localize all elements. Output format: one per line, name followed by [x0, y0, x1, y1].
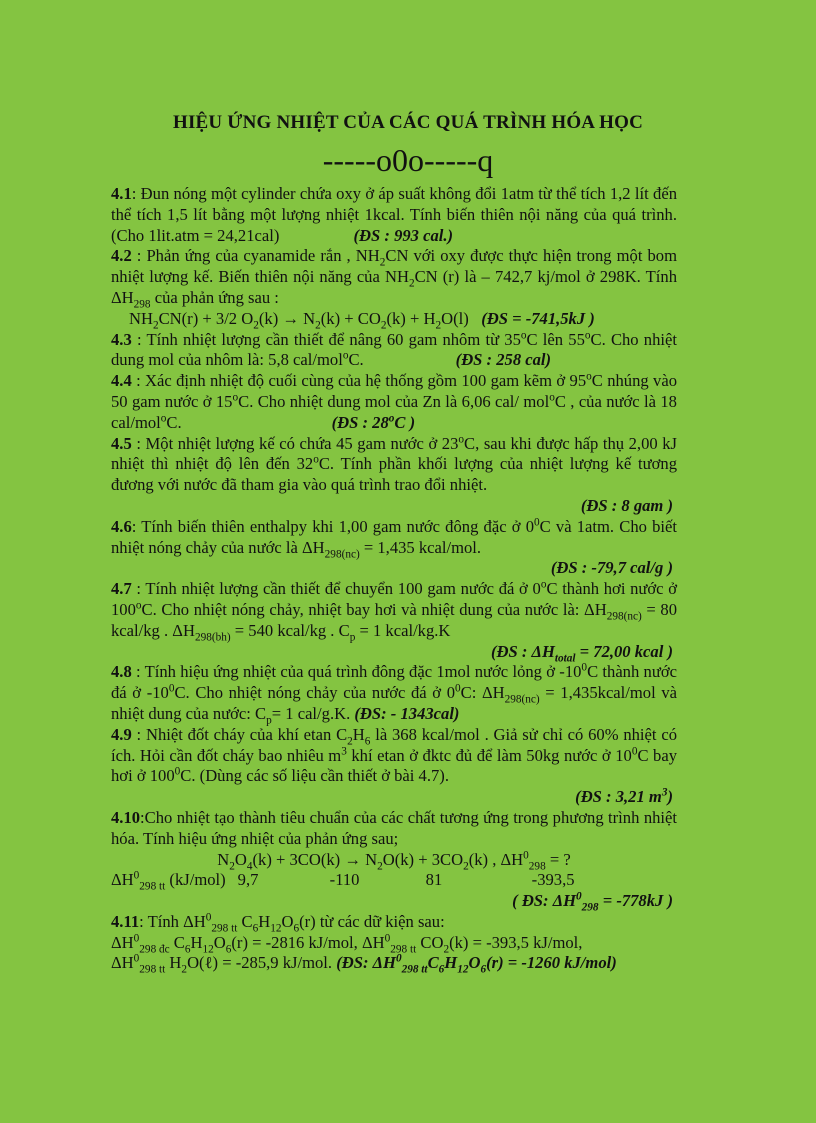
answer-line-4-10	[111, 891, 677, 912]
exercise-list	[111, 184, 677, 974]
value-co: -110	[329, 870, 360, 890]
answer: (ĐS : 993 cal.)	[353, 225, 454, 245]
exercise-number: 4.1	[111, 184, 132, 203]
exercise-4-3: 4.3 : Tính nhiệt lượng cần thiết để nâng 60 gam nhôm từ 35$^o$C lên 55$^o$C. Cho nhiệt dung mol của nhôm là: 5,8 cal/mol$^o$C. (ĐS : 258 cal)	[111, 329, 677, 370]
page-title: HIỆU ỨNG NHIỆT CỦA CÁC QUÁ TRÌNH HÓA HỌC	[172, 112, 644, 133]
answer: (ĐS : -79,7 cal/g )	[550, 558, 673, 578]
answer-line-4-9	[111, 787, 677, 808]
value-n2o: 81	[425, 870, 443, 890]
answer: (ĐS: $\Delta H^0_{298 tt}C_6H_{12}O_6(r) = -1260$ kJ/mol)	[336, 952, 617, 976]
answer: (ĐS : $\Delta H_{total} = 72,00$ kcal )	[490, 641, 673, 664]
exercise-4-4: 4.4 : Xác định nhiệt độ cuối cùng của hệ thống gồm 100 gam kẽm ở 95$^o$C nhúng vào 50 gam nước ở 15$^o$C. Cho nhiệt dung mol của Zn là 6,06 cal/ mol$^o$C , của nước là 18 cal/mol$^o$C. (ĐS : 28$^o$C )	[111, 370, 678, 432]
answer: (ĐS : 28$^o$C )	[331, 412, 416, 432]
answer: (ĐS : 258 cal)	[455, 350, 552, 370]
value-co2: -393,5	[531, 870, 575, 890]
exercise-number: 4.6	[111, 516, 132, 536]
exercise-number: 4.11	[111, 911, 140, 931]
exercise-4-2: 4.2 : Phản ứng của cyanamide rắn , $NH_2CN$ với oxy được thực hiện trong một bom nhiệt lượng kế. Biến thiên nội năng của $NH_2CN$ (r) là – 742,7 kj/mol ở 298K. Tính $\Delta H_{298}$ của phản ứng sau :	[111, 246, 677, 311]
exercise-4-11: 4.11: Tính $\Delta H^0_{298 tt}$ $C_6H_{12}O_6(r)$ từ các dữ kiện sau:	[111, 911, 445, 935]
data-line-4-11-a: $\Delta H^0_{298 đc}$ $C_6H_{12}O_6(r) = -2816$ kJ/mol, $\Delta H^0_{298 tt}$ $CO_2(k) = -393,5$ kJ/mol,	[111, 932, 583, 955]
exercise-4-8: 4.8 : Tính hiệu ứng nhiệt của quá trình đông đặc 1mol nước lỏng ở $-10^0C$ thành nước đá ở $-10^0C$. Cho nhiệt nóng chảy của nước đá ở $0^0C$: $\Delta H_{298(nc)}$ = 1,435kcal/mol và nhiệt dung của nước: $C_p= 1$ cal/g.K. (ĐS: - 1343cal)	[111, 661, 678, 727]
exercise-4-6: 4.6: Tính biến thiên enthalpy khi 1,00 gam nước đông đặc ở $0^0C$ và 1atm. Cho biết nhiệt nóng chảy của nước là $\Delta H_{298(nc)} = 1,435$ kcal/mol.	[111, 516, 677, 560]
answer: (ĐS = -741,5kJ )	[481, 308, 595, 328]
answer-line-4-5	[111, 496, 677, 517]
exercise-number: 4.9	[111, 724, 132, 744]
exercise-number: 4.7	[111, 579, 132, 599]
exercise-number: 4.2	[111, 246, 132, 266]
exercise-number: 4.8	[111, 662, 132, 682]
equation-4-10: $N_2O_4(k) + 3CO(k) \to N_2O(k) + 3CO_2(k)$ , $\Delta H^0_{298}$ = ?	[217, 848, 571, 872]
title-divider: -----o0o-----q	[322, 142, 494, 178]
enthalpy-values-row: $\Delta H^0_{298 tt}$ (kJ/mol) 9,7 -110 81 -393,5	[111, 869, 575, 893]
exercise-4-10: 4.10:Cho nhiệt tạo thành tiêu chuẩn của các chất tương ứng trong phương trình nhiệt hóa. Tính hiệu ứng nhiệt của phản ứng sau;	[111, 807, 677, 848]
exercise-4-5: 4.5 : Một nhiệt lượng kế có chứa 45 gam nước ở 23$^o$C, sau khi được hấp thụ 2,00 kJ nhiệt thì nhiệt độ lên đến 32$^o$C. Tính phần khối lượng của nhiệt lượng kế tương đương với nước đã tham gia vào quá trình trao đổi nhiệt.	[111, 433, 678, 495]
answer: (ĐS : 8 gam )	[580, 495, 673, 515]
exercise-4-1: 4.1: Đun nóng một cylinder chứa oxy ở áp suất không đổi 1atm từ thể tích 1,2 lít đến thể tích 1,5 lít bằng một lượng nhiệt 1kcal. Tính biến thiên nội năng của quá trình. (Cho 1lit.atm = 24,21cal) (ĐS : 993 cal.)	[111, 184, 677, 245]
exercise-4-7: 4.7 : Tính nhiệt lượng cần thiết để chuyển 100 gam nước đá ở 0$^o$C thành hơi nước ở 100$^o$C. Cho nhiệt nóng chảy, nhiệt bay hơi và nhiệt dung của nước là: $\Delta H_{298(nc)} = 80$ kcal/kg . $\Delta H_{298(bh)} = 540$ kcal/kg . $C_p = 1$ kcal/kg.K	[111, 578, 678, 644]
answer: ( ĐS: $\Delta H^0_{298} = -778kJ$ )	[512, 890, 673, 914]
answer-line-4-6	[111, 558, 677, 579]
exercise-4-9: 4.9 : Nhiệt đốt cháy của khí etan $C_2H_6$ là 368 kcal/mol . Giả sử chỉ có 60% nhiệt có ích. Hỏi cần đốt cháy bao nhiêu $m^3$ khí etan ở đktc đủ để làm 50kg nước ở $10^0C$ bay hơi ở $100^0C$. (Dùng các số liệu cần thiết ở bài 4.7).	[111, 724, 677, 786]
data-line-4-11-b: $\Delta H^0_{298 tt}$ $H_2O(\ell) = -285,9$ kJ/mol. (ĐS: $\Delta H^0_{298 tt}C_6H_{12}O_6(r) = -1260$ kJ/mol)	[111, 952, 617, 976]
exercise-number: 4.3	[111, 329, 132, 349]
exercise-number: 4.5	[111, 433, 132, 453]
exercise-number: 4.10	[111, 807, 141, 827]
answer: (ĐS: - 1343cal)	[354, 703, 460, 723]
equation-4-2: $NH_2CN(r) + 3/2$ $O_2(k) \to N_2(k) + CO_2(k) + H_2O(l)$ (ĐS = -741,5kJ )	[129, 308, 595, 332]
answer: (ĐS : 3,21 $m^3$)	[575, 786, 673, 807]
value-n2o4: 9,7	[237, 870, 259, 890]
answer-line-4-7	[111, 642, 677, 663]
exercise-number: 4.4	[111, 371, 132, 391]
